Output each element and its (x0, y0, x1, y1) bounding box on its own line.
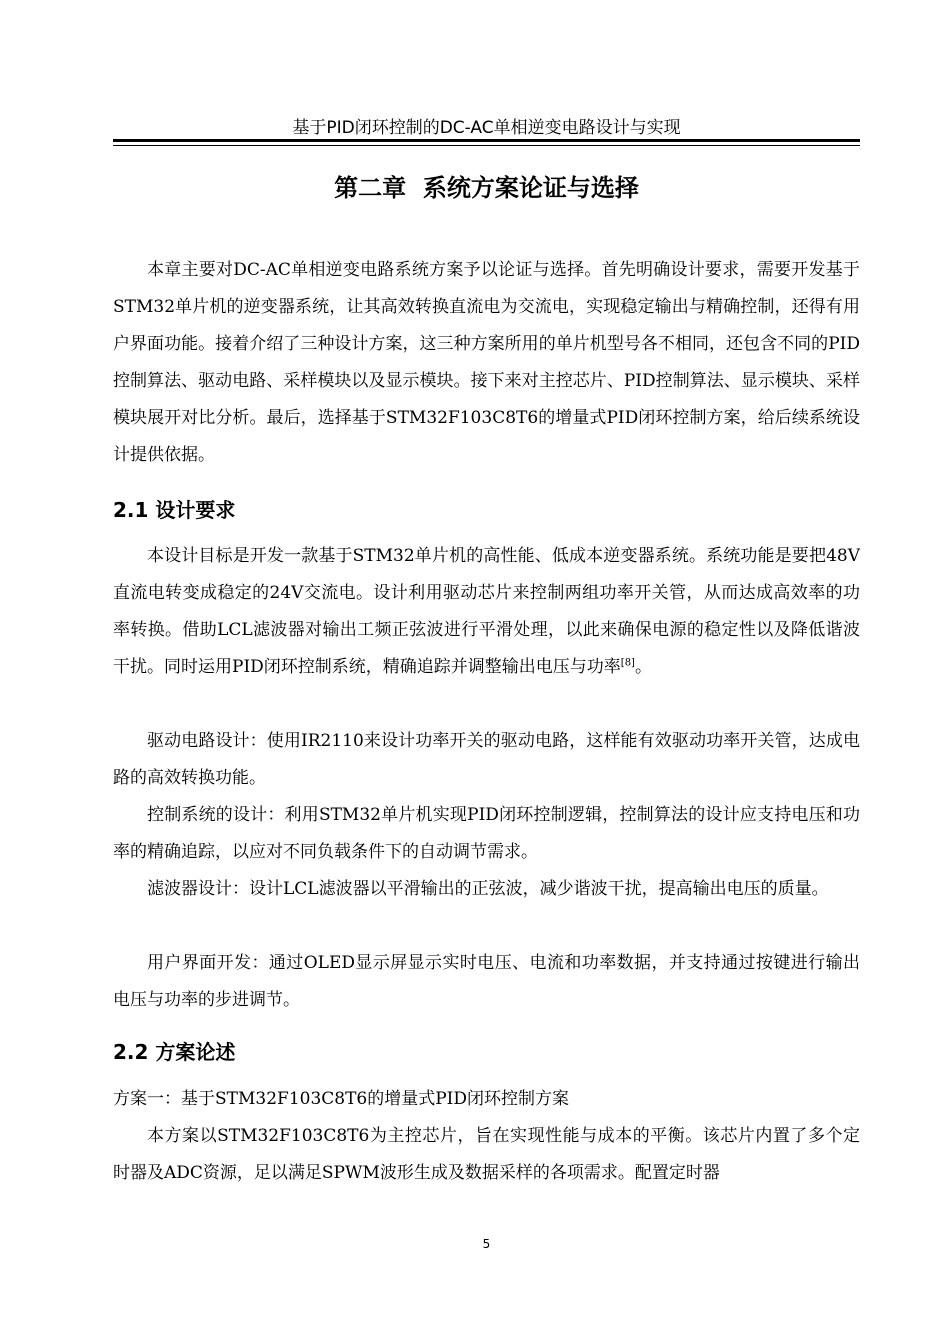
driver-circuit-paragraph: 驱动电路设计：使用IR2110来设计功率开关的驱动电路，这样能有效驱动功率开关管，达成电路的高效转换功能。 (113, 731, 860, 788)
running-header-title: 基于PID闭环控制的DC-AC单相逆变电路设计与实现 (292, 118, 681, 138)
citation-ref: [8] (620, 657, 635, 669)
chapter-intro-paragraph: 本章主要对DC-AC单相逆变电路系统方案予以论证与选择。首先明确设计要求，需要开发基于STM32单片机的逆变器系统，让其高效转换直流电为交流电，实现稳定输出与精确控制，还得有用户界面功能。接着介绍了三种设计方案，这三种方案所用的单片机型号各不相同，还包含不同的PID控制算法、驱动电路、采样模块以及显示模块。接下来对主控芯片、PID控制算法、显示模块、采样模块展开对比分析。最后，选择基于STM32F103C8T6的增量式PID闭环控制方案，给后续系统设计提供依据。 (113, 260, 860, 465)
chapter-title: 第二章 系统方案论证与选择 (334, 174, 639, 202)
page-number: 5 (482, 1237, 491, 1251)
scheme-one-paragraph: 本方案以STM32F103C8T6为主控芯片，旨在实现性能与成本的平衡。该芯片内置了多个定时器及ADC资源，足以满足SPWM波形生成及数据采样的各项需求。配置定时器 (113, 1126, 860, 1183)
ui-development-paragraph: 用户界面开发：通过OLED显示屏显示实时电压、电流和功率数据，并支持通过按键进行输出电压与功率的步进调节。 (113, 953, 860, 1010)
control-system-paragraph: 控制系统的设计：利用STM32单片机实现PID闭环控制逻辑，控制算法的设计应支持电压和功率的精确追踪，以应对不同负载条件下的自动调节需求。 (113, 805, 860, 862)
design-goal-paragraph (113, 538, 860, 686)
scheme-one-title: 方案一：基于STM32F103C8T6的增量式PID闭环控制方案 (113, 1089, 570, 1109)
header-rule-thick (113, 139, 860, 142)
design-goal-end: 。 (634, 657, 652, 677)
design-goal-text: 本设计目标是开发一款基于STM32单片机的高性能、低成本逆变器系统。系统功能是要把48V直流电转变成稳定的24V交流电。设计利用驱动芯片来控制两组功率开关管，从而达成高效率的功率转换。借助LCL滤波器对输出工频正弦波进行平滑处理，以此来确保电源的稳定性以及降低谐波干扰。同时运用PID闭环控制系统，精确追踪并调整输出电压与功率 (113, 546, 860, 677)
filter-design-paragraph: 滤波器设计：设计LCL滤波器以平滑输出的正弦波，减少谐波干扰，提高输出电压的质量。 (147, 879, 829, 899)
section-2-1-heading: 2.1 设计要求 (113, 498, 236, 522)
section-2-2-heading: 2.2 方案论述 (113, 1040, 236, 1064)
header-rule-thin (113, 145, 860, 146)
